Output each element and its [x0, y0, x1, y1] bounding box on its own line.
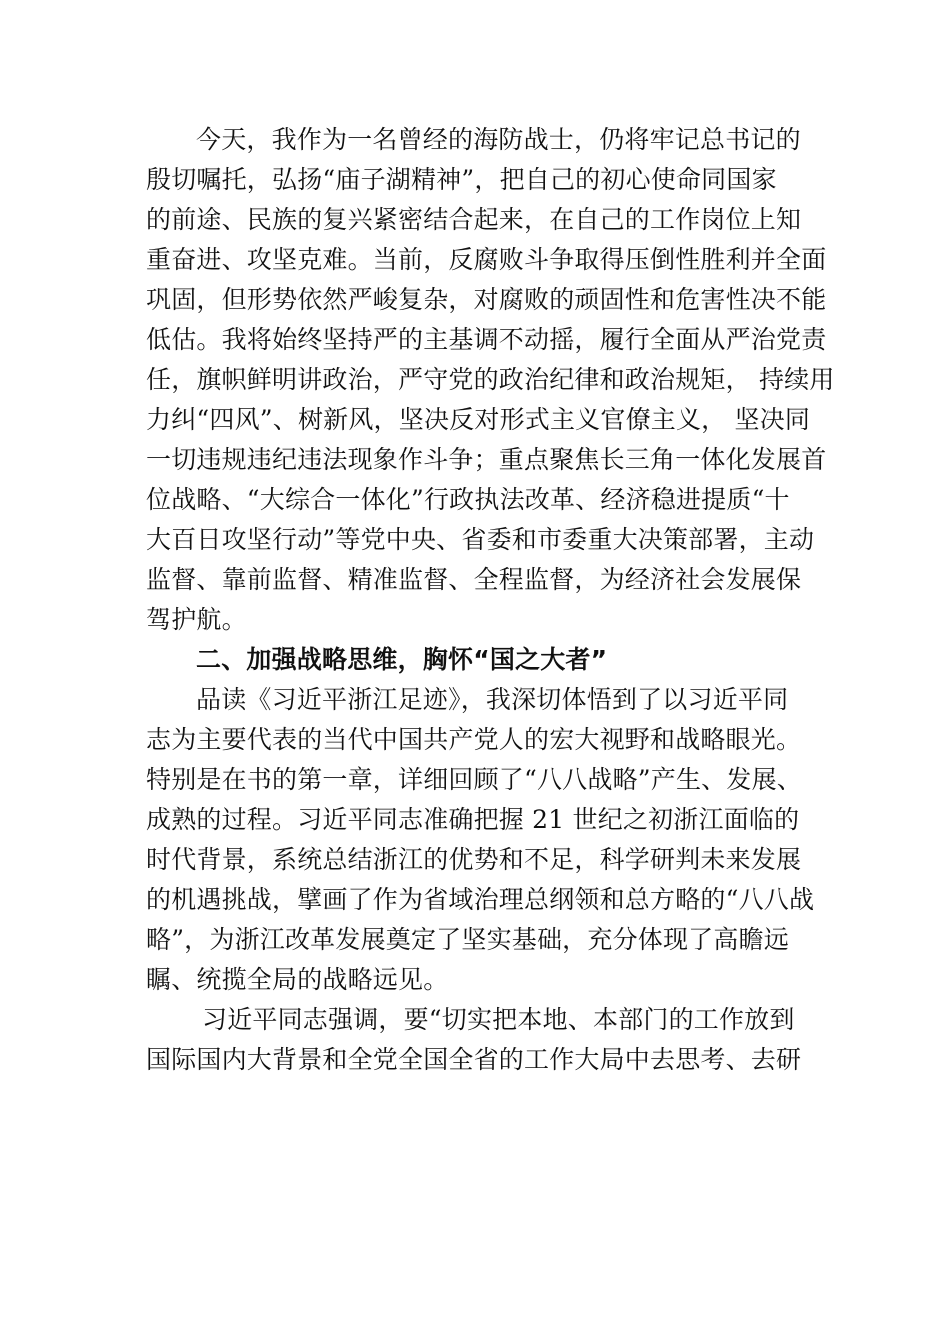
paragraph-line: 一切违规违纪违法现象作斗争；重点聚焦长三角一体化发展首 — [146, 445, 827, 474]
paragraph-line: 略”，为浙江改革发展奠定了坚实基础，充分体现了高瞻远 — [146, 925, 789, 954]
paragraph-line: 的前途、民族的复兴紧密结合起来，在自己的工作岗位上知 — [146, 205, 802, 234]
paragraph-line: 殷切嘱托，弘扬“庙子湖精神”，把自己的初心使命同国家 — [146, 165, 777, 194]
paragraph-line: 力纠“四风”、树新风，坚决反对形式主义官僚主义， 坚决同 — [146, 405, 811, 434]
paragraph-line: 巩固，但形势依然严峻复杂，对腐败的顽固性和危害性决不能 — [146, 285, 827, 314]
paragraph-line: 任，旗帜鲜明讲政治，严守党的政治纪律和政治规矩， 持续用 — [146, 365, 835, 394]
paragraph-line: 驾护航。 — [146, 605, 247, 634]
paragraph-line: 瞩、统揽全局的战略远见。 — [146, 965, 449, 994]
paragraph-line: 特别是在书的第一章，详细回顾了“八八战略”产生、发展、 — [146, 765, 802, 794]
paragraph-line: 习近平同志强调，要“切实把本地、本部门的工作放到 — [202, 1005, 795, 1034]
paragraph-line: 今天，我作为一名曾经的海防战士，仍将牢记总书记的 — [196, 125, 801, 154]
section-heading: 二、加强战略思维，胸怀“国之大者” — [196, 645, 608, 674]
paragraph-line: 品读《习近平浙江足迹》，我深切体悟到了以习近平同 — [196, 685, 789, 714]
paragraph-line: 重奋进、攻坚克难。当前，反腐败斗争取得压倒性胜利并全面 — [146, 245, 827, 274]
paragraph-line: 大百日攻坚行动”等党中央、省委和市委重大决策部署，主动 — [146, 525, 815, 554]
paragraph-line: 国际国内大背景和全党全国全省的工作大局中去思考、去研 — [146, 1045, 802, 1074]
paragraph-line: 的机遇挑战，擘画了作为省域治理总纲领和总方略的“八八战 — [146, 885, 815, 914]
paragraph-line: 成熟的过程。习近平同志准确把握 21 世纪之初浙江面临的 — [146, 805, 800, 834]
paragraph-line: 低估。我将始终坚持严的主基调不动摇，履行全面从严治党责 — [146, 325, 827, 354]
paragraph-line: 时代背景，系统总结浙江的优势和不足，科学研判未来发展 — [146, 845, 802, 874]
paragraph-line: 监督、靠前监督、精准监督、全程监督，为经济社会发展保 — [146, 565, 802, 594]
paragraph-line: 志为主要代表的当代中国共产党人的宏大视野和战略眼光。 — [146, 725, 802, 754]
paragraph-line: 位战略、“大综合一体化”行政执法改革、经济稳进提质“十 — [146, 485, 790, 514]
